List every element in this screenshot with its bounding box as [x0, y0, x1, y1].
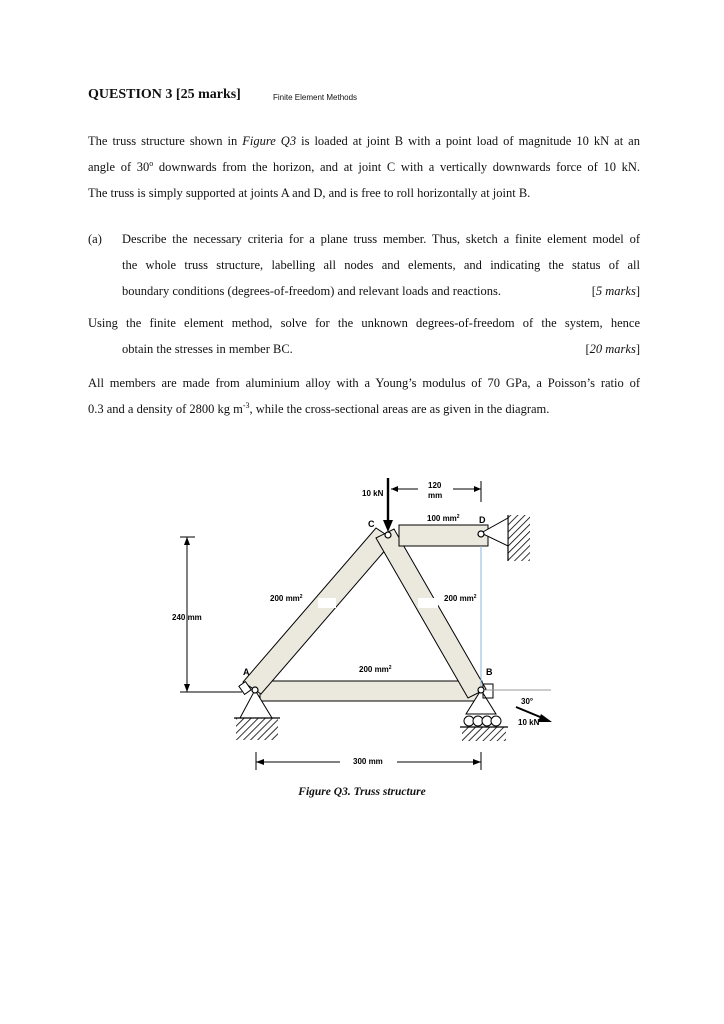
joint-c [385, 532, 391, 538]
angle-label: 30° [521, 697, 534, 706]
materials-text: 0.3 and a density of 2800 kg m [88, 402, 243, 416]
roller [491, 716, 501, 726]
part-b-marks: [20 marks] [585, 342, 640, 356]
ground-hatch-b [462, 727, 506, 741]
area-exponent: 2 [388, 665, 392, 671]
dim-120-value: 120 [428, 481, 442, 490]
node-label-d: D [479, 515, 486, 525]
area-exponent: 2 [456, 514, 460, 520]
materials-line-1: All members are made from aluminium alloy with a Young’s modulus of 70 GPa, a Poisson’s ratio of [88, 376, 640, 390]
subject-label: Finite Element Methods [273, 93, 358, 102]
load-arrowhead-b [538, 714, 552, 722]
question-heading: QUESTION 3 [25 marks] [88, 87, 241, 102]
intro-line-3: The truss is simply supported at joints A and D, and is free to roll horizontally at joint B. [88, 186, 531, 200]
dim-120-unit: mm [428, 491, 443, 500]
part-b-text: obtain the stresses in member BC. [122, 342, 293, 356]
area-value: 200 mm [359, 665, 389, 674]
intro-text: The truss structure shown in [88, 134, 243, 148]
area-label-ac [270, 594, 303, 603]
member-bc [376, 529, 486, 698]
part-b-marks-value: 20 marks [589, 342, 636, 356]
area-value: 200 mm [444, 594, 474, 603]
label-gap [418, 598, 438, 608]
ground-hatch-a [236, 718, 278, 740]
area-exponent: 2 [299, 594, 303, 600]
area-label-ab [359, 665, 392, 674]
load-label-c: 10 kN [362, 489, 384, 498]
area-label-bc [444, 594, 477, 603]
part-a-line-2: the whole truss structure, labelling all nodes and elements, and indicating the status of all [122, 258, 640, 272]
joint-b [478, 687, 484, 693]
dim-120-arrowhead [391, 486, 398, 492]
area-label-cd [427, 514, 460, 523]
part-b-line-1: Using the finite element method, solve for the unknown degrees-of-freedom of the system, hence [88, 316, 640, 330]
materials-text: , while the cross-sectional areas are as given in the diagram. [249, 402, 550, 416]
part-a-text: boundary conditions (degrees-of-freedom) and relevant loads and reactions. [122, 284, 502, 298]
part-a-label: (a) [88, 232, 102, 246]
dim-240-label: 240 mm [172, 613, 202, 622]
node-label-c: C [368, 519, 375, 529]
intro-text: downwards from the horizon, and at joint C with a vertically downwards force of 10 kN. [153, 160, 641, 174]
area-exponent: 2 [473, 594, 477, 600]
area-value: 200 mm [270, 594, 300, 603]
dim-240-arrowhead [184, 684, 190, 692]
dim-240-arrowhead [184, 537, 190, 545]
part-a-marks: [5 marks] [591, 284, 640, 298]
area-value: 100 mm [427, 514, 457, 523]
part-a-line-1: Describe the necessary criteria for a plane truss member. Thus, sketch a finite element model of [122, 232, 640, 246]
dim-300-arrowhead [256, 759, 264, 765]
dim-300-label: 300 mm [353, 757, 383, 766]
node-label-a: A [243, 667, 250, 677]
joint-d [478, 531, 484, 537]
part-a-marks-value: 5 marks [595, 284, 636, 298]
degree-superscript: o [149, 159, 154, 168]
member-cd [399, 525, 488, 546]
joint-a [252, 687, 258, 693]
exponent-superscript: -3 [242, 401, 250, 410]
figure-reference: Figure Q3 [242, 134, 297, 148]
node-label-b: B [486, 667, 493, 677]
label-gap [318, 598, 336, 608]
member-ab [260, 681, 482, 701]
figure-caption: Figure Q3. Truss structure [298, 786, 426, 798]
wall-hatch [508, 515, 530, 561]
intro-text: is loaded at joint B with a point load of magnitude 10 kN at an [296, 134, 640, 148]
intro-text: angle of 30 [88, 160, 150, 174]
load-label-b: 10 kN [518, 718, 540, 727]
dim-120-arrowhead [474, 486, 481, 492]
dim-300-arrowhead [473, 759, 481, 765]
